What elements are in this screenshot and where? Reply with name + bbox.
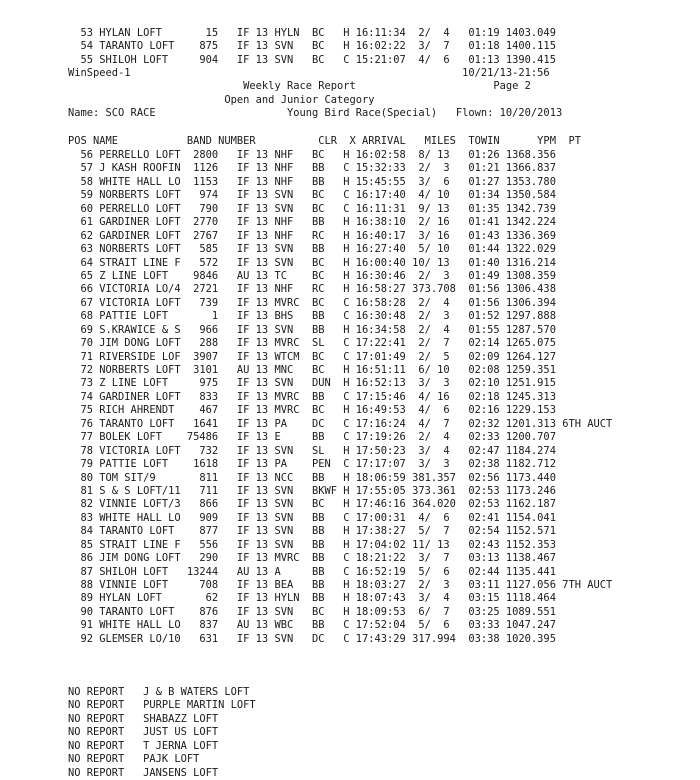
previous-page-rows bbox=[68, 27, 556, 67]
result-row: 86 JIM DONG LOFT 290 IF 13 MVRC BB C 18:21:22 3/ 7 03:13 1138.467 bbox=[68, 552, 556, 565]
result-row: 88 VINNIE LOFT 708 IF 13 BEA BB H 18:03:27 2/ 3 03:11 1127.056 7TH AUCT bbox=[68, 579, 613, 591]
result-row: 60 PERRELLO LOFT 790 IF 13 SVN BC C 16:11:31 9/ 13 01:35 1342.739 bbox=[68, 202, 556, 215]
result-row: 68 PATTIE LOFT 1 IF 13 BHS BB C 16:30:48 2/ 3 01:52 1297.888 bbox=[68, 310, 556, 323]
result-row: 63 NORBERTS LOFT 585 IF 13 SVN BB H 16:27:40 5/ 10 01:44 1322.029 bbox=[68, 243, 556, 256]
result-row: 61 GARDINER LOFT 2770 IF 13 NHF BB H 16:38:10 2/ 16 01:41 1342.224 bbox=[68, 216, 556, 229]
software-and-date-line: WinSpeed-1 10/21/13-21:56 bbox=[68, 67, 550, 79]
result-row: 55 SHILOH LOFT 904 IF 13 SVN BC C 15:21:07 4/ 6 01:13 1390.415 bbox=[68, 53, 556, 66]
result-row: 67 VICTORIA LOFT 739 IF 13 MVRC BC C 16:58:28 2/ 4 01:56 1306.394 bbox=[68, 296, 556, 309]
result-row: 92 GLEMSER LO/10 631 IF 13 SVN DC C 17:43:29 317.994 03:38 1020.395 bbox=[68, 632, 556, 645]
result-row: 62 GARDINER LOFT 2767 IF 13 NHF RC H 16:40:17 3/ 16 01:43 1336.369 bbox=[68, 229, 556, 242]
result-row: 91 WHITE HALL LO 837 AU 13 WBC BB C 17:52:04 5/ 6 03:33 1047.247 bbox=[68, 619, 556, 632]
column-headers bbox=[68, 135, 581, 148]
result-row: 72 NORBERTS LOFT 3101 AU 13 MNC BC H 16:51:11 6/ 10 02:08 1259.351 bbox=[68, 364, 556, 376]
result-row: 73 Z LINE LOFT 975 IF 13 SVN DUN H 16:52:13 3/ 3 02:10 1251.915 bbox=[68, 377, 556, 390]
no-report-item: NO REPORT PURPLE MARTIN LOFT bbox=[68, 699, 256, 712]
category-line: Open and Junior Category bbox=[68, 93, 375, 106]
result-row: 90 TARANTO LOFT 876 IF 13 SVN BC H 18:09:53 6/ 7 03:25 1089.551 bbox=[68, 605, 556, 618]
result-row: 87 SHILOH LOFT 13244 AU 13 A BB C 16:52:19 5/ 6 02:44 1135.441 bbox=[68, 565, 556, 578]
no-report-item: NO REPORT SHABAZZ LOFT bbox=[68, 712, 219, 725]
report-header bbox=[68, 67, 562, 121]
result-row: 58 WHITE HALL LO 1153 IF 13 NHF BB H 15:45:55 3/ 6 01:27 1353.780 bbox=[68, 175, 556, 188]
result-row: 57 J KASH ROOFIN 1126 IF 13 NHF BB C 15:32:33 2/ 3 01:21 1366.837 bbox=[68, 162, 556, 175]
race-name-line: Name: SCO RACE Young Bird Race(Special) Flown: 10/20/2013 bbox=[68, 107, 563, 120]
results-table bbox=[68, 149, 612, 646]
result-row: 65 Z LINE LOFT 9846 AU 13 TC BC H 16:30:46 2/ 3 01:49 1308.359 bbox=[68, 269, 556, 282]
result-row: 53 HYLAN LOFT 15 IF 13 HYLN BC H 16:11:34 2/ 4 01:19 1403.049 bbox=[68, 27, 556, 39]
result-row: 54 TARANTO LOFT 875 IF 13 SVN BC H 16:02:22 3/ 7 01:18 1400.115 bbox=[68, 40, 556, 53]
result-row: 59 NORBERTS LOFT 974 IF 13 SVN BC C 16:17:40 4/ 10 01:34 1350.584 bbox=[68, 189, 556, 202]
result-row: 64 STRAIT LINE F 572 IF 13 SVN BC H 16:00:40 10/ 13 01:40 1316.214 bbox=[68, 256, 556, 269]
result-row: 83 WHITE HALL LO 909 IF 13 SVN BB C 17:00:31 4/ 6 02:41 1154.041 bbox=[68, 511, 556, 524]
result-row: 74 GARDINER LOFT 833 IF 13 MVRC BB C 17:15:46 4/ 16 02:18 1245.313 bbox=[68, 390, 556, 403]
result-row: 56 PERRELLO LOFT 2800 IF 13 NHF BC H 16:02:58 8/ 13 01:26 1368.356 bbox=[68, 149, 556, 161]
column-header-line: POS NAME BAND NUMBER CLR X ARRIVAL MILES TOWIN YPM PT bbox=[68, 135, 581, 147]
result-row: 75 RICH AHRENDT 467 IF 13 MVRC BC H 16:49:53 4/ 6 02:16 1229.153 bbox=[68, 404, 556, 417]
result-row: 84 TARANTO LOFT 877 IF 13 SVN BB H 17:38:27 5/ 7 02:54 1152.571 bbox=[68, 525, 556, 538]
result-row: 79 PATTIE LOFT 1618 IF 13 PA PEN C 17:17:07 3/ 3 02:38 1182.712 bbox=[68, 458, 556, 471]
result-row: 70 JIM DONG LOFT 288 IF 13 MVRC SL C 17:22:41 2/ 7 02:14 1265.075 bbox=[68, 337, 556, 350]
report-title-line: Weekly Race Report Page 2 bbox=[68, 80, 531, 93]
result-row: 77 BOLEK LOFT 75486 IF 13 E BB C 17:19:26 2/ 4 02:33 1200.707 bbox=[68, 431, 556, 444]
result-row: 78 VICTORIA LOFT 732 IF 13 SVN SL H 17:50:23 3/ 4 02:47 1184.274 bbox=[68, 444, 556, 457]
no-report-item: NO REPORT JANSENS LOFT bbox=[68, 766, 219, 779]
result-row: 80 TOM SIT/9 811 IF 13 NCC BB H 18:06:59 381.357 02:56 1173.440 bbox=[68, 471, 556, 484]
result-row: 82 VINNIE LOFT/3 866 IF 13 SVN BC H 17:46:16 364.020 02:53 1162.187 bbox=[68, 498, 556, 511]
no-report-list bbox=[68, 686, 256, 780]
result-row: 76 TARANTO LOFT 1641 IF 13 PA DC C 17:16:24 4/ 7 02:32 1201.313 6TH AUCT bbox=[68, 417, 613, 430]
result-row: 71 RIVERSIDE LOF 3907 IF 13 WTCM BC C 17:01:49 2/ 5 02:09 1264.127 bbox=[68, 350, 556, 363]
result-row: 69 S.KRAWICE & S 966 IF 13 SVN BB H 16:34:58 2/ 4 01:55 1287.570 bbox=[68, 323, 556, 336]
result-row: 81 S & S LOFT/11 711 IF 13 SVN BKWF H 17:55:05 373.361 02:53 1173.246 bbox=[68, 484, 556, 497]
result-row: 89 HYLAN LOFT 62 IF 13 HYLN BB H 18:07:43 3/ 4 03:15 1118.464 bbox=[68, 592, 556, 605]
no-report-item: NO REPORT J & B WATERS LOFT bbox=[68, 686, 250, 698]
result-row: 66 VICTORIA LO/4 2721 IF 13 NHF RC H 16:58:27 373.708 01:56 1306.438 bbox=[68, 283, 556, 296]
no-report-item: NO REPORT JUST US LOFT bbox=[68, 726, 219, 739]
result-row: 85 STRAIT LINE F 556 IF 13 SVN BB H 17:04:02 11/ 13 02:43 1152.353 bbox=[68, 538, 556, 551]
no-report-item: NO REPORT PAJK LOFT bbox=[68, 753, 200, 766]
no-report-item: NO REPORT T JERNA LOFT bbox=[68, 739, 219, 752]
